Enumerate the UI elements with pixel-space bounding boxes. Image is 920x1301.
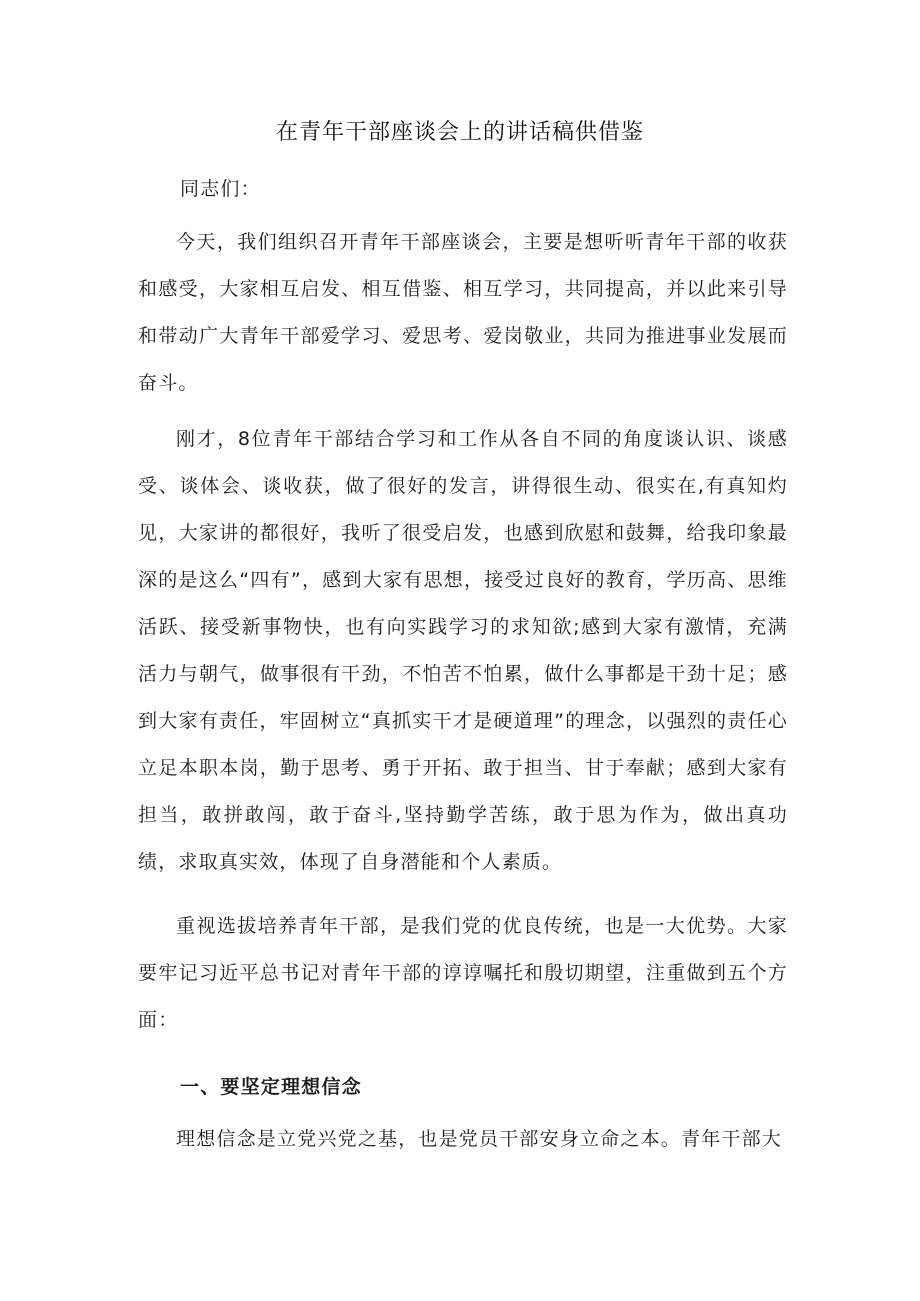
section-heading-1: 一、要坚定理想信念: [180, 1076, 362, 1098]
paragraph-1: 今天，我们组织召开青年干部座谈会，主要是想听听青年干部的收获和感受，大家相互启发、相互借鉴、相互学习，共同提高，并以此来引导和带动广大青年干部爱学习、爱思考、爱岗敬业，共同为推进事业发展而奋斗。: [138, 231, 788, 394]
document-title: 在青年干部座谈会上的讲话稿供借鉴: [275, 120, 644, 145]
greeting: 同志们：: [180, 178, 261, 200]
paragraph-2: 刚才，8位青年干部结合学习和工作从各自不同的角度谈认识、谈感受、谈体会、谈收获，做了很好的发言，讲得很生动、很实在,有真知灼见，大家讲的都很好，我听了很受启发，也感到欣慰和鼓舞，给我印象最深的是这么“四有”，感到大家有思想，接受过良好的教育，学历高、思维活跃、接受新事物快，也有向实践学习的求知欲;感到大家有激情，充满活力与朝气，做事很有干劲，不怕苦不怕累，做什么事都是干劲十足；感到大家有责任，牢固树立“真抓实干才是硬道理”的理念，以强烈的责任心立足本职本岗，勤于思考、勇于开拓、敢于担当、甘于奉献；感到大家有担当，敢拼敢闯，敢于奋斗,坚持勤学苦练，敢于思为作为，做出真功绩，求取真实效，体现了自身潜能和个人素质。: [138, 428, 788, 873]
paragraph-4: 理想信念是立党兴党之基，也是党员干部安身立命之本。青年干部大: [176, 1128, 783, 1150]
paragraph-3: 重视选拔培养青年干部，是我们党的优良传统，也是一大优势。大家要牢记习近平总书记对青年干部的谆谆嘱托和殷切期望，注重做到五个方面：: [138, 915, 788, 1031]
